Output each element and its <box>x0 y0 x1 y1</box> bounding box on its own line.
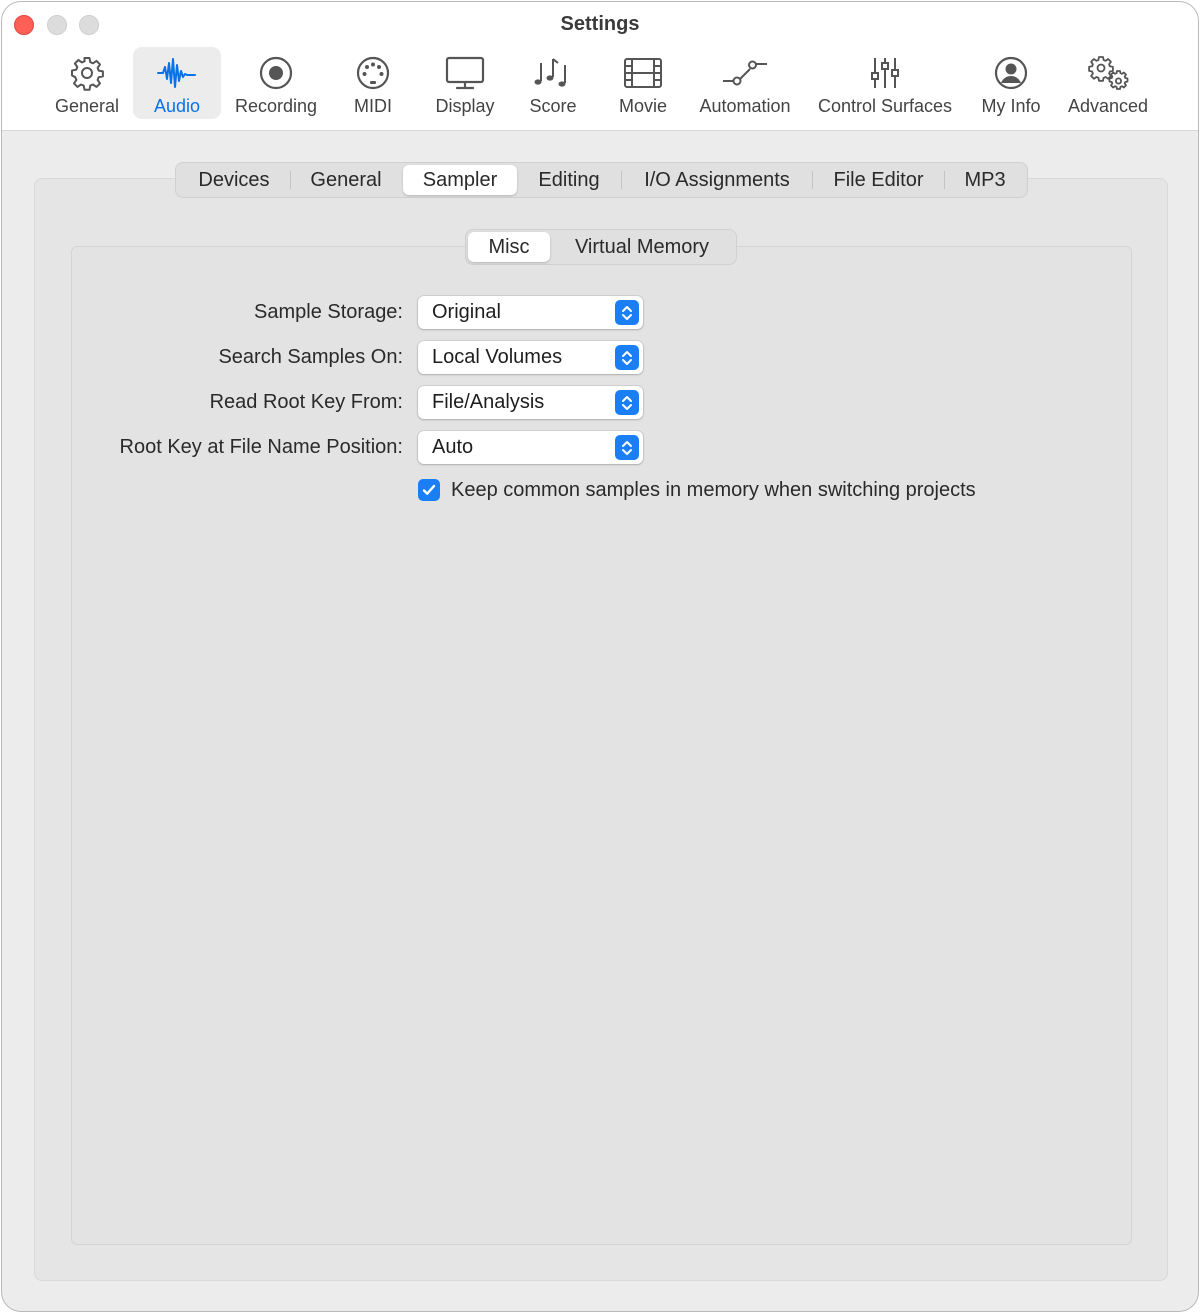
automation-curve-icon <box>721 53 769 93</box>
toolbar-item-advanced[interactable] <box>1062 47 1154 119</box>
tab-editing[interactable]: Editing <box>538 168 600 191</box>
popup-value: Original <box>432 301 501 323</box>
read-root-key-row <box>2 386 1198 420</box>
keep-samples-option[interactable] <box>418 477 976 503</box>
toolbar-item-score[interactable] <box>522 47 584 119</box>
toolbar-item-general[interactable] <box>47 47 127 119</box>
checkmark-icon <box>421 482 437 498</box>
tab-sampler[interactable]: Sampler <box>403 165 517 195</box>
window-title: Settings <box>560 13 640 35</box>
sub-tab-bar <box>465 229 737 265</box>
toolbar-item-audio[interactable] <box>133 47 221 119</box>
tab-general[interactable]: General <box>310 168 382 191</box>
read-root-key-label: Read Root Key From: <box>209 391 403 413</box>
chevron-up-down-icon <box>615 390 639 415</box>
toolbar-item-label: Recording <box>234 96 318 116</box>
sample-storage-label: Sample Storage: <box>254 301 403 323</box>
film-strip-icon <box>623 53 663 93</box>
toolbar-item-midi[interactable] <box>342 47 404 119</box>
toolbar-item-label: Advanced <box>1067 96 1149 116</box>
toolbar-item-label: Display <box>435 96 495 116</box>
toolbar-item-recording[interactable] <box>230 47 322 119</box>
tab-virtual-memory[interactable]: Virtual Memory <box>574 235 710 258</box>
toolbar-item-label: Score <box>529 96 577 116</box>
toolbar-item-label: My Info <box>981 96 1041 116</box>
tab-mp3[interactable]: MP3 <box>964 168 1006 191</box>
record-icon <box>258 53 294 93</box>
chevron-up-down-icon <box>615 435 639 460</box>
toolbar-item-label: MIDI <box>354 96 392 116</box>
title-bar <box>2 2 1198 131</box>
popup-value: Local Volumes <box>432 346 563 368</box>
toolbar-item-label: Automation <box>699 96 791 116</box>
popup-value: Auto <box>432 436 474 458</box>
toolbar-item-label: General <box>54 96 120 116</box>
main-tab-bar <box>175 162 1028 198</box>
toolbar-item-label: Control Surfaces <box>817 96 953 116</box>
keep-samples-checkbox[interactable] <box>418 479 440 501</box>
gears-icon <box>1086 53 1130 93</box>
root-key-position-label: Root Key at File Name Position: <box>119 436 403 458</box>
root-key-position-popup[interactable] <box>418 431 643 464</box>
sliders-icon <box>867 53 903 93</box>
waveform-icon <box>157 53 197 93</box>
tab-io-assignments[interactable]: I/O Assignments <box>644 168 790 191</box>
toolbar-item-my-info[interactable] <box>974 47 1048 119</box>
settings-window <box>1 1 1199 1312</box>
toolbar-item-movie[interactable] <box>608 47 678 119</box>
toolbar-item-label: Audio <box>153 96 201 116</box>
sample-storage-row <box>2 296 1198 330</box>
toolbar-item-automation[interactable] <box>693 47 797 119</box>
music-notes-icon <box>533 53 573 93</box>
tab-file-editor[interactable]: File Editor <box>833 168 924 191</box>
popup-value: File/Analysis <box>432 391 545 413</box>
sample-storage-popup[interactable] <box>418 296 643 329</box>
keep-samples-label: Keep common samples in memory when switching projects <box>451 478 976 501</box>
person-circle-icon <box>993 53 1029 93</box>
read-root-key-popup[interactable] <box>418 386 643 419</box>
chevron-up-down-icon <box>615 345 639 370</box>
toolbar-item-display[interactable] <box>427 47 503 119</box>
chevron-up-down-icon <box>615 300 639 325</box>
search-samples-row <box>2 341 1198 375</box>
monitor-icon <box>445 53 485 93</box>
search-samples-popup[interactable] <box>418 341 643 374</box>
gear-icon <box>69 53 105 93</box>
toolbar-item-control-surfaces[interactable] <box>810 47 960 119</box>
tab-devices[interactable]: Devices <box>198 168 270 191</box>
search-samples-label: Search Samples On: <box>218 346 403 368</box>
toolbar-item-label: Movie <box>618 96 667 116</box>
tab-misc[interactable]: Misc <box>468 232 550 262</box>
root-key-position-row <box>2 431 1198 465</box>
midi-connector-icon <box>355 53 391 93</box>
